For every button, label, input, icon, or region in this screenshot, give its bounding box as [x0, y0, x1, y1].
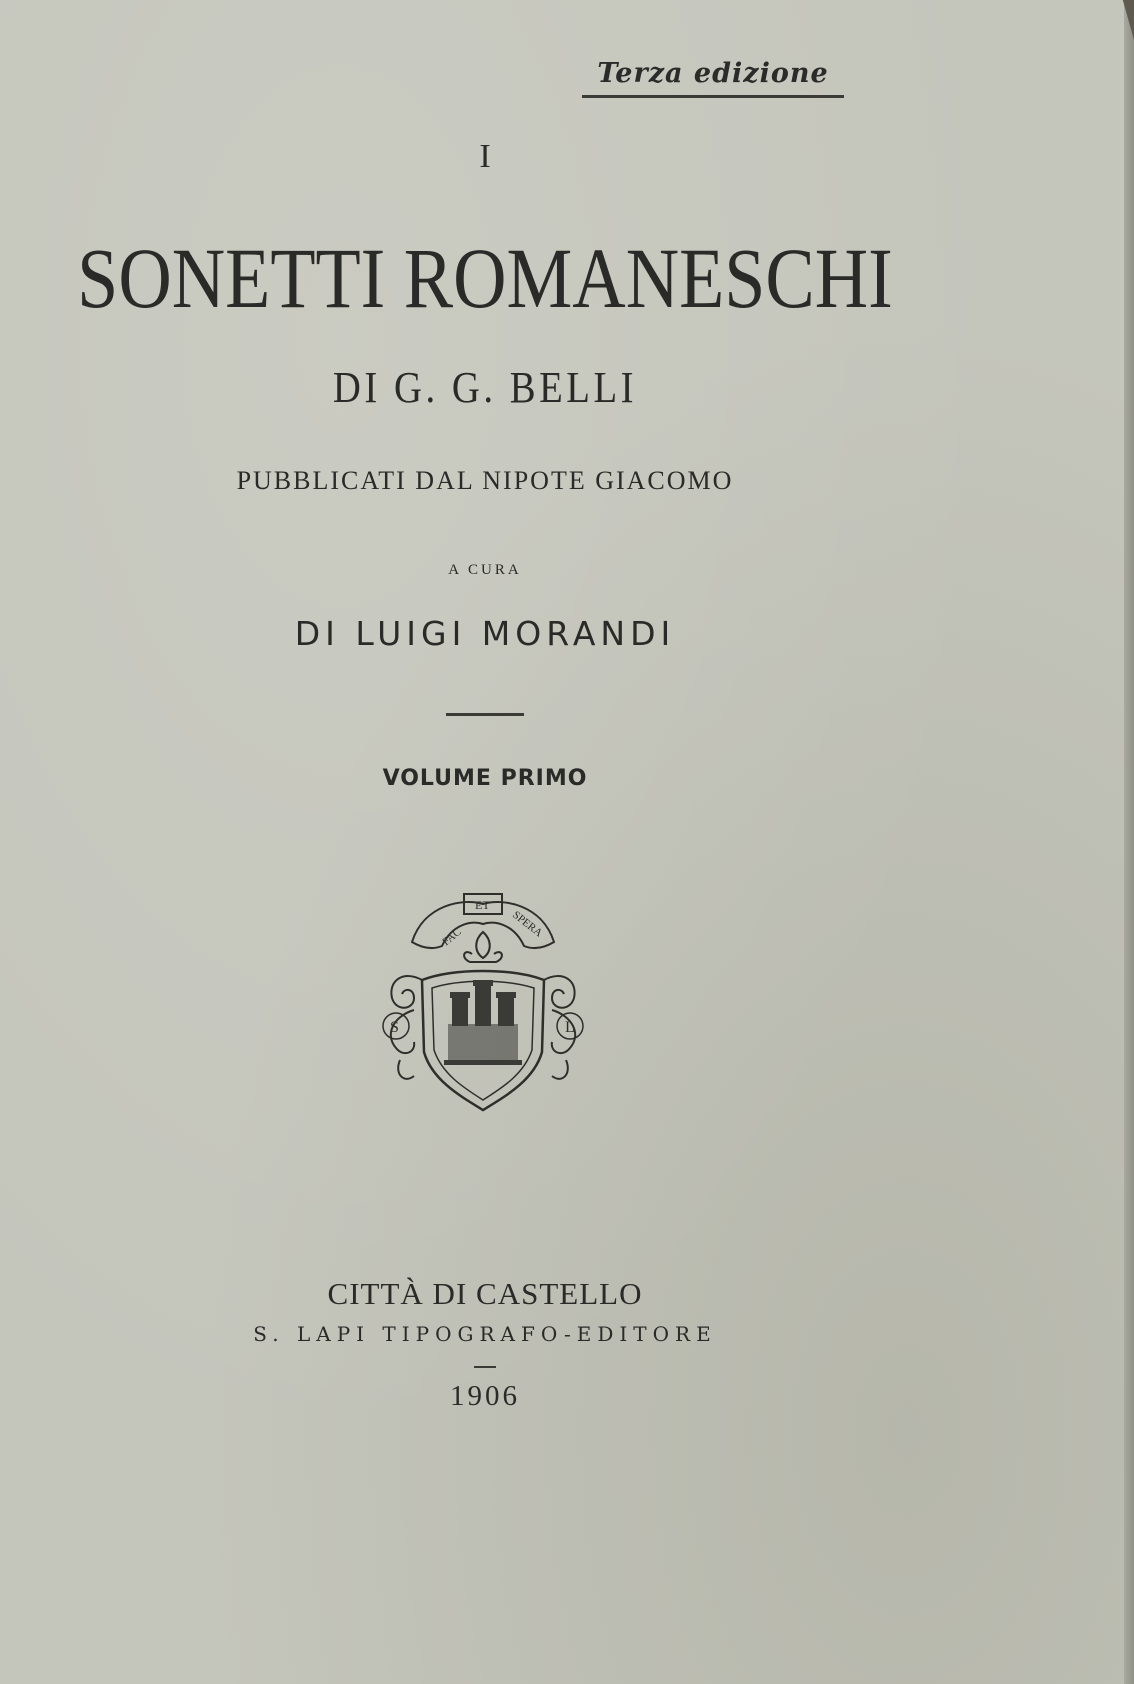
coat-of-arms-icon	[374, 884, 592, 1120]
publication-place: CITTÀ DI CASTELLO	[327, 1276, 643, 1311]
printer-line: S. LAPI TIPOGRAFO-EDITORE	[253, 1322, 717, 1346]
emblem-letter-left: S	[390, 1019, 399, 1036]
emblem-motto-middle: ET	[475, 898, 490, 912]
emblem-motto-right: SPERA	[510, 908, 545, 940]
divider-rule	[446, 713, 524, 716]
curated-prefix: A CURA	[448, 562, 522, 578]
page-edge	[1124, 0, 1134, 1684]
volume-numeral: I	[479, 138, 491, 175]
book-title: SONETTI ROMANESCHI	[77, 230, 893, 326]
publication-year: 1906	[450, 1380, 520, 1412]
published-by-line: PUBBLICATI DAL NIPOTE GIACOMO	[236, 466, 734, 495]
emblem-motto-left: FAC	[440, 925, 464, 949]
author-line: DI G. G. BELLI	[332, 363, 638, 412]
year-rule	[474, 1366, 496, 1368]
editor-line: DI LUIGI MORANDI	[294, 614, 676, 653]
volume-label: VOLUME PRIMO	[382, 766, 588, 791]
emblem-letter-right: L	[565, 1019, 575, 1036]
edition-note: Terza edizione	[582, 58, 844, 98]
